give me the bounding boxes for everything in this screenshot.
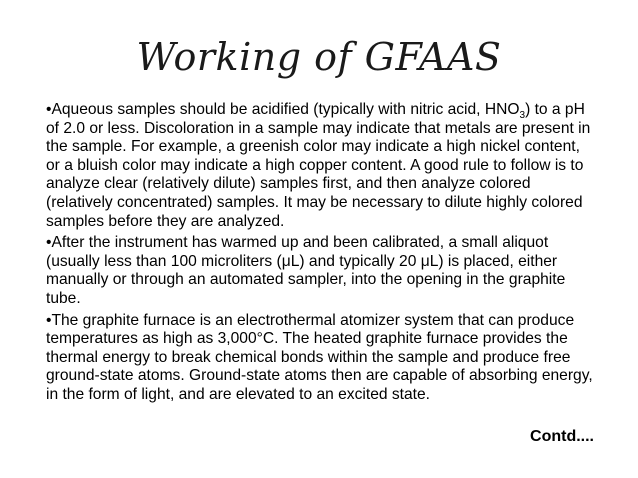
bullet-text: After the instrument has warmed up and been calibrated, a small aliquot (usually less than 100 microliters (μL) and typically 20 μL) is placed, either manually or through an automated sampler, into the opening in the graphite tube. (46, 234, 566, 307)
bullet-item-furnace (46, 312, 598, 405)
bullet-marker: • (46, 311, 52, 329)
bullet-marker: • (46, 234, 52, 252)
bullet-text-continued: ) to a pH of 2.0 or less. Discoloration in a sample may indicate that metals are present in the sample. For example, a greenish color may indicate a high nickel content, or a bluish color may indicate a high copper content. A good rule to follow is to analyze clear (relatively dilute) samples first, and then analyze colored (relatively concentrated) samples. It may be necessary to dilute highly colored samples before they are analyzed. (46, 101, 591, 230)
bullet-text: Aqueous samples should be acidified (typically with nitric acid, HNO (51, 101, 520, 118)
subscript-3: 3 (519, 110, 526, 122)
slide-body (46, 101, 598, 408)
bullet-item-aliquot (46, 234, 598, 308)
bullet-marker: • (46, 101, 52, 118)
continued-label: Contd.... (530, 428, 594, 445)
bullet-text: The graphite furnace is an electrothermal atomizer system that can produce temperatures as high as 3,000°C. The heated graphite furnace provides the thermal energy to break chemical bonds within the sample and produce free ground-state atoms. Ground-state atoms then are capable of absorbing energy, in the form of light, and are elevated to an excited state. (46, 311, 593, 403)
bullet-item-acidification (46, 101, 598, 231)
slide-title: Working of GFAAS (136, 35, 502, 79)
